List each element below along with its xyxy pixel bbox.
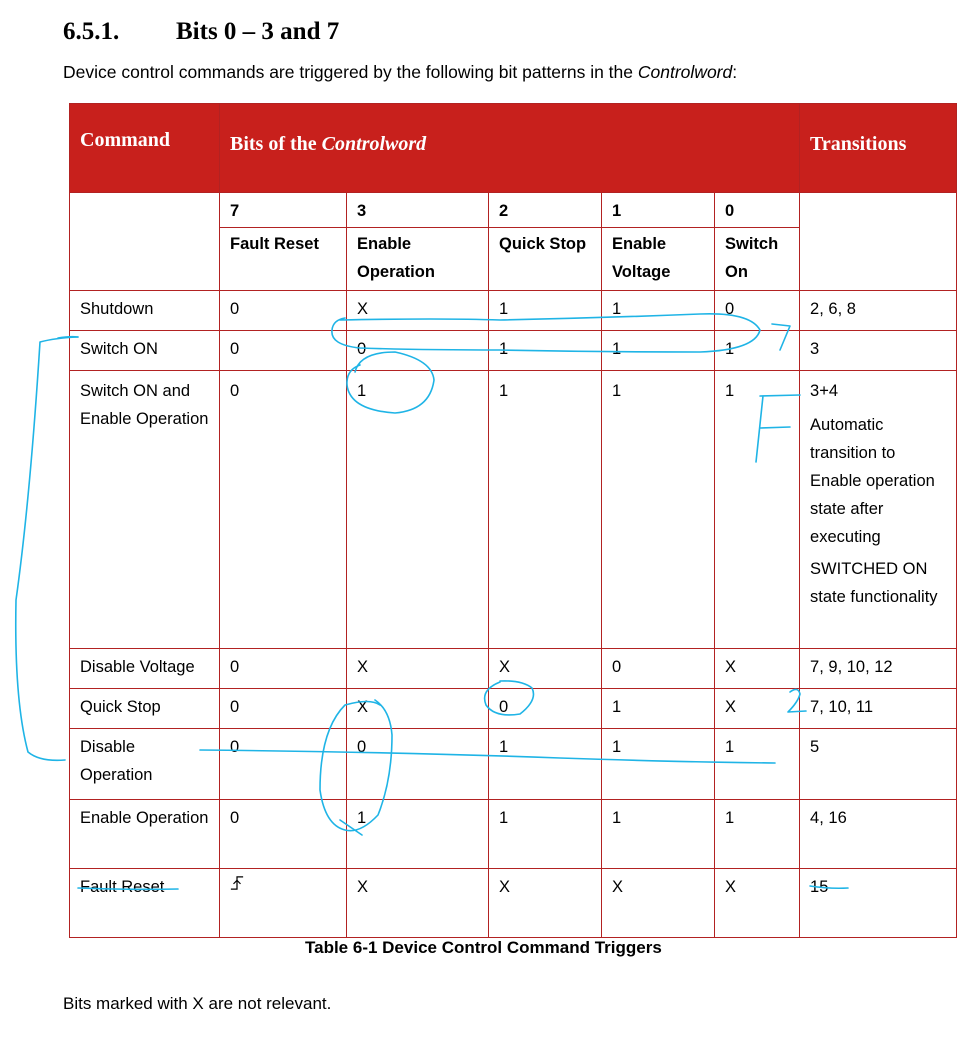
bit-number-2: 2 <box>489 193 602 228</box>
row-transitions: 4, 16 <box>800 800 957 869</box>
row-bit2: 1 <box>489 291 602 331</box>
row-bit7: 0 <box>220 729 347 800</box>
row-bit0: 1 <box>715 729 800 800</box>
row-transitions: 2, 6, 8 <box>800 291 957 331</box>
row-bit1: 1 <box>602 331 715 371</box>
transitions-note-2: SWITCHED ON state functionality <box>810 560 938 606</box>
bit-number-row <box>70 193 957 228</box>
row-bit1: 1 <box>602 291 715 331</box>
row-bit3: X <box>347 291 489 331</box>
row-bit3: 1 <box>347 800 489 869</box>
rising-edge-icon <box>230 874 244 892</box>
row-bit2: 1 <box>489 729 602 800</box>
row-bit0: X <box>715 869 800 938</box>
row-bit0: X <box>715 689 800 729</box>
row-bit7-edge <box>220 869 347 938</box>
intro-text-before: Device control commands are triggered by the following bit patterns in the <box>63 62 638 82</box>
bit-name-fault-reset: Fault Reset <box>220 228 347 291</box>
transitions-note: Automatic transition to Enable operation state after executing <box>810 416 935 546</box>
header-row <box>70 104 957 193</box>
row-command: Shutdown <box>70 291 220 331</box>
row-command: Disable Voltage <box>70 649 220 689</box>
bit-number-0: 0 <box>715 193 800 228</box>
row-bit0: X <box>715 649 800 689</box>
row-bit2: X <box>489 649 602 689</box>
header-transitions: Transitions <box>800 104 957 193</box>
section-title: Bits 0 – 3 and 7 <box>176 18 340 45</box>
row-transitions: 7, 9, 10, 12 <box>800 649 957 689</box>
bit-number-3: 3 <box>347 193 489 228</box>
row-command: Enable Operation <box>70 800 220 869</box>
table-row <box>70 869 957 938</box>
row-bit7: 0 <box>220 649 347 689</box>
row-bit3: 0 <box>347 729 489 800</box>
row-bit1: 1 <box>602 689 715 729</box>
row-transitions: 3+4 <box>810 382 839 400</box>
table-row <box>70 371 957 649</box>
row-bit2: 1 <box>489 371 602 649</box>
row-transitions: 7, 10, 11 <box>800 689 957 729</box>
row-transitions: 15 <box>800 869 957 938</box>
row-bit1: X <box>602 869 715 938</box>
row-bit3: X <box>347 649 489 689</box>
row-bit0: 0 <box>715 291 800 331</box>
row-bit2: 1 <box>489 331 602 371</box>
row-bit7: 0 <box>220 291 347 331</box>
row-bit2: X <box>489 869 602 938</box>
table-caption: Table 6-1 Device Control Command Triggers <box>305 938 662 957</box>
bit-name-switch-on: Switch On <box>715 228 800 291</box>
bit-name-enable-operation: Enable Operation <box>347 228 489 291</box>
blank-cell <box>800 193 957 291</box>
row-transitions: 5 <box>800 729 957 800</box>
bit-number-1: 1 <box>602 193 715 228</box>
row-bit1: 1 <box>602 371 715 649</box>
row-bit1: 1 <box>602 729 715 800</box>
row-bit7: 0 <box>220 371 347 649</box>
row-bit7: 0 <box>220 331 347 371</box>
row-command: Quick Stop <box>70 689 220 729</box>
row-command: Fault Reset <box>70 869 220 938</box>
table-row <box>70 649 957 689</box>
bit-name-enable-voltage: Enable Voltage <box>602 228 715 291</box>
row-command: Disable Operation <box>70 729 220 800</box>
bit-number-7: 7 <box>220 193 347 228</box>
row-bit1: 0 <box>602 649 715 689</box>
row-bit7: 0 <box>220 689 347 729</box>
row-bit3: X <box>347 689 489 729</box>
row-bit1: 1 <box>602 800 715 869</box>
table-row <box>70 291 957 331</box>
row-bit0: 1 <box>715 800 800 869</box>
bit-name-quick-stop: Quick Stop <box>489 228 602 291</box>
section-heading <box>63 18 339 46</box>
row-bit7: 0 <box>220 800 347 869</box>
table-row <box>70 331 957 371</box>
row-command: Switch ON <box>70 331 220 371</box>
row-bit0: 1 <box>715 371 800 649</box>
row-bit3: X <box>347 869 489 938</box>
header-bits <box>220 104 800 193</box>
header-command: Command <box>70 104 220 193</box>
row-bit2: 0 <box>489 689 602 729</box>
section-number: 6.5.1. <box>63 18 120 45</box>
header-bits-emphasis: Controlword <box>321 133 427 155</box>
intro-text-after: : <box>732 62 738 82</box>
row-bit0: 1 <box>715 331 800 371</box>
intro-text <box>63 62 737 83</box>
row-transitions: 3 <box>800 331 957 371</box>
row-bit3: 1 <box>347 371 489 649</box>
table-row <box>70 689 957 729</box>
row-transitions-cell <box>800 371 957 649</box>
table-row <box>70 729 957 800</box>
footnote: Bits marked with X are not relevant. <box>63 994 332 1013</box>
blank-cell <box>70 193 220 291</box>
row-command: Switch ON and Enable Operation <box>70 371 220 649</box>
table-row <box>70 800 957 869</box>
intro-text-emphasis: Controlword <box>637 62 733 82</box>
header-bits-prefix: Bits of the <box>230 133 322 155</box>
command-table <box>69 103 957 938</box>
row-bit3: 0 <box>347 331 489 371</box>
row-bit2: 1 <box>489 800 602 869</box>
